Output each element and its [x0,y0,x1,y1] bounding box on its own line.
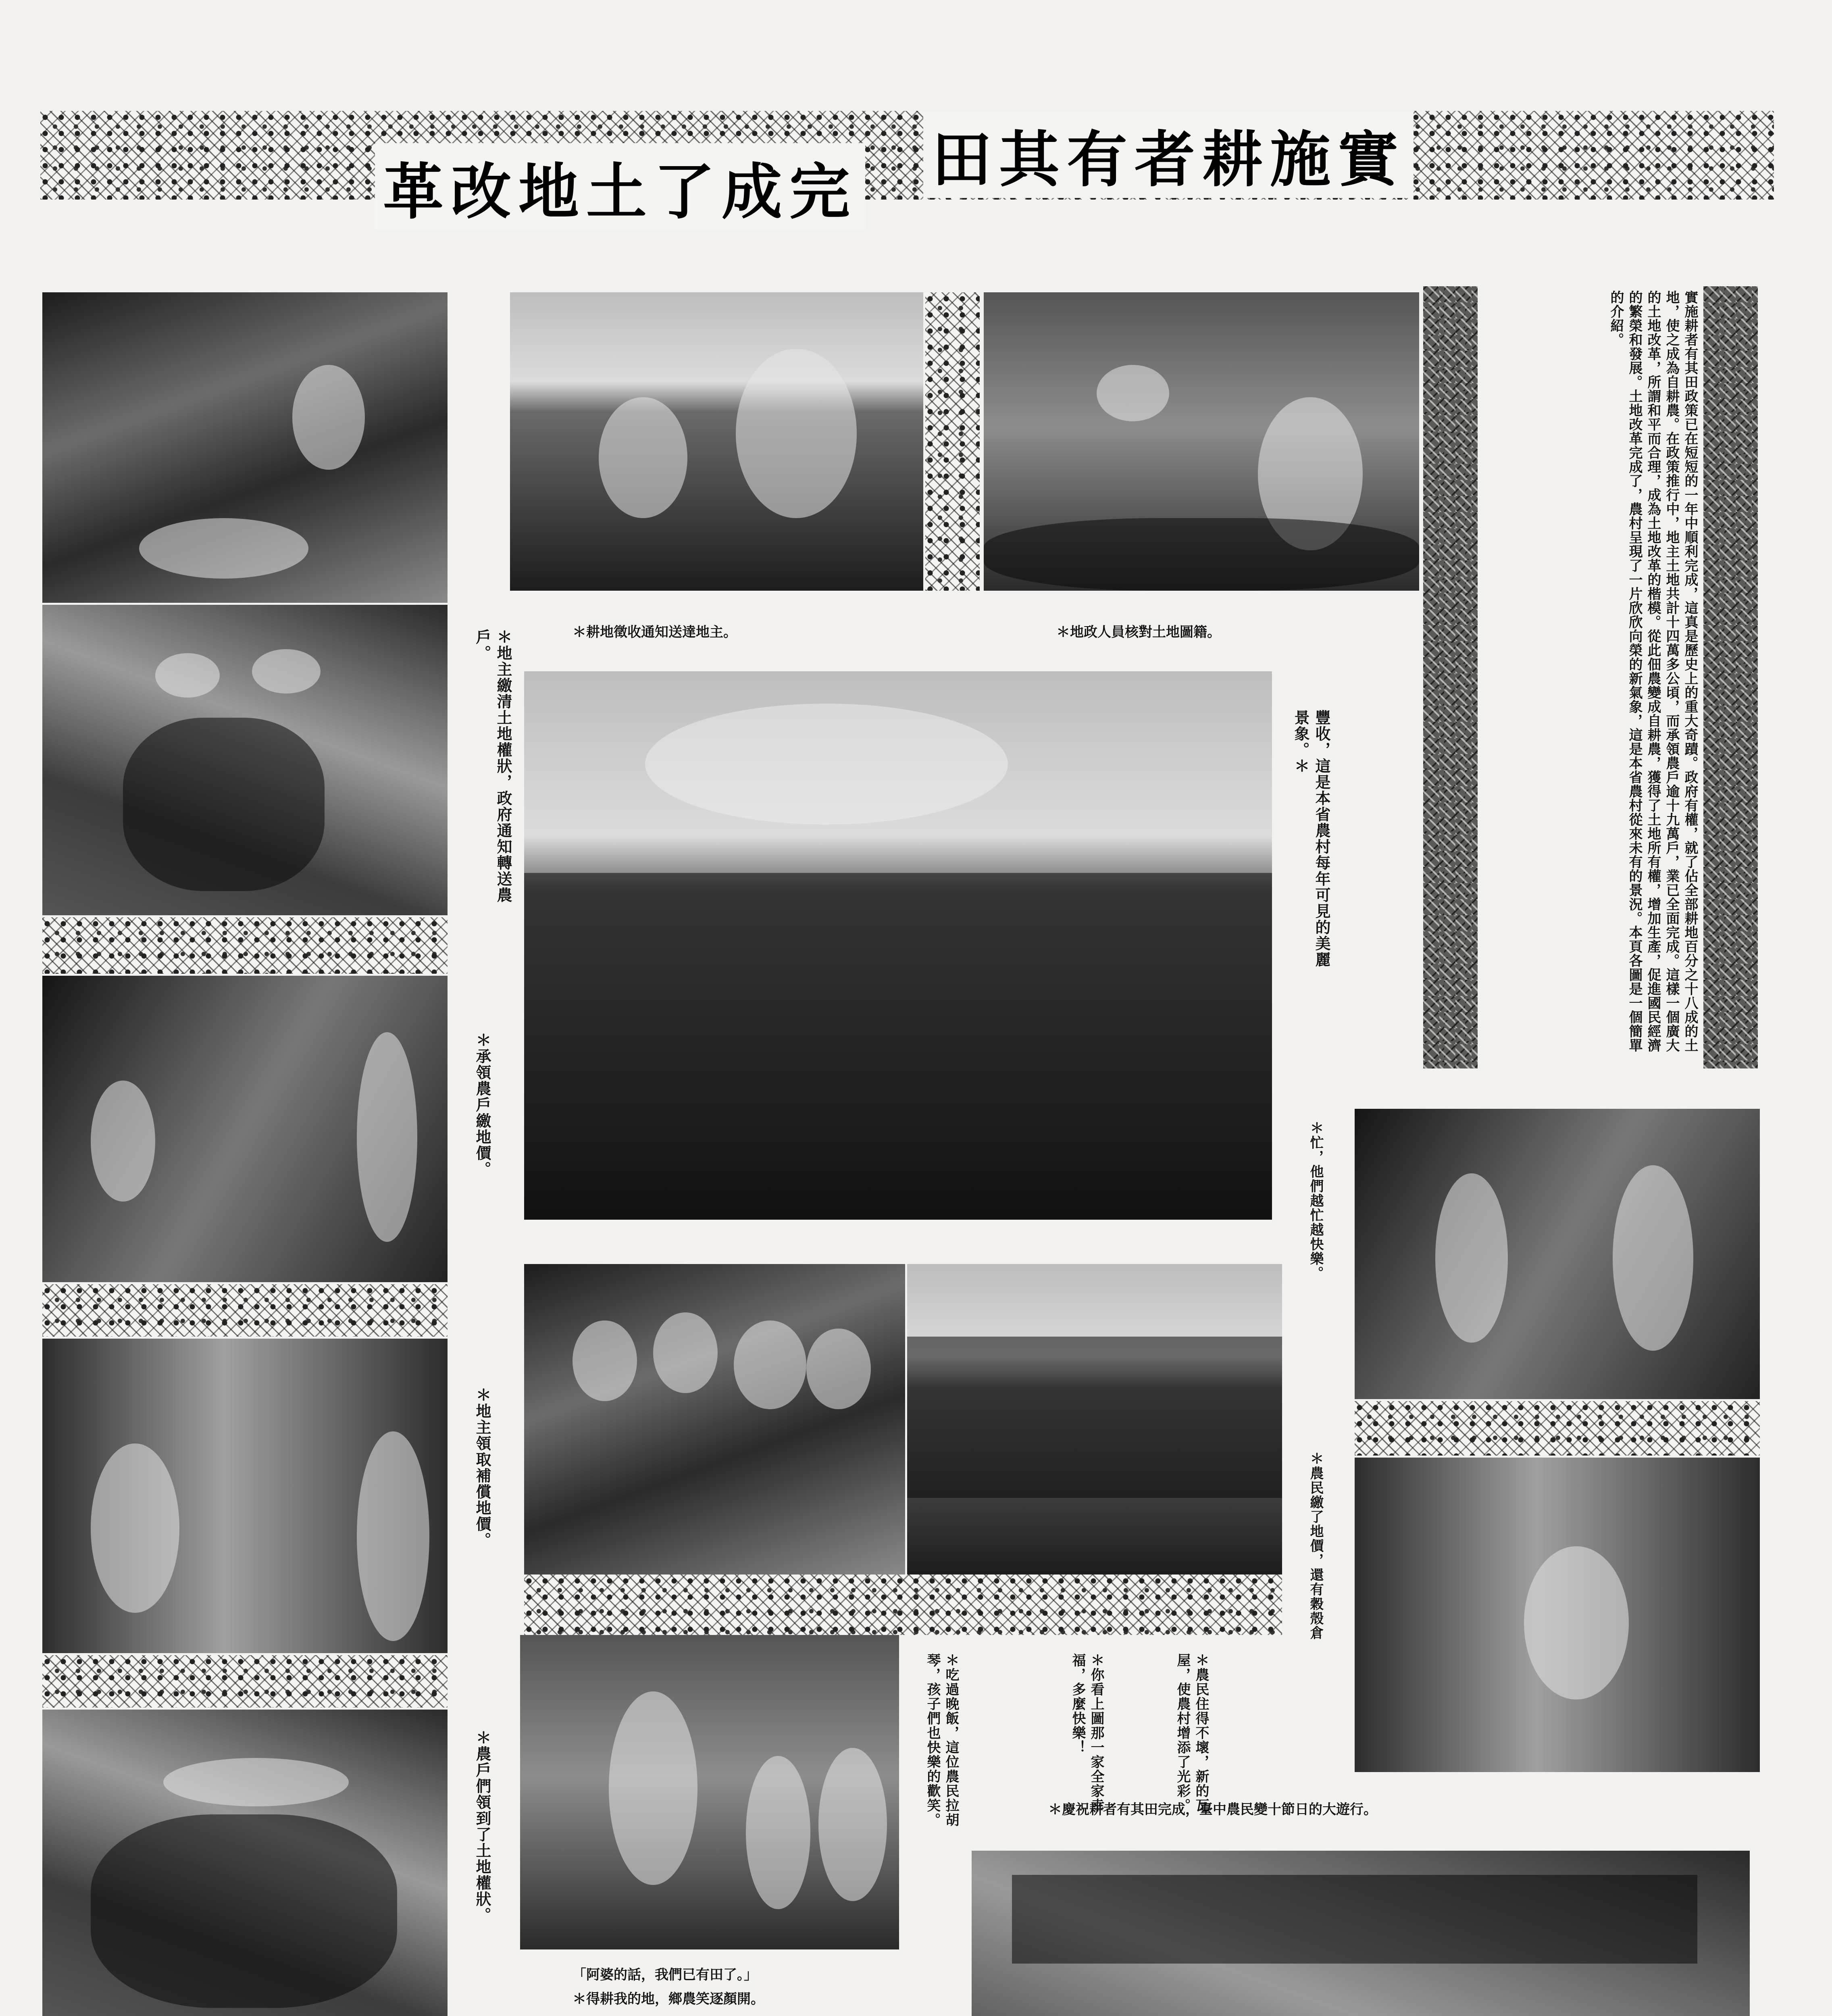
caption-busy-farmers: ＊忙，他們越忙越快樂。 [1307,1121,1324,1281]
caption-rice-harvest: 豐收，這是本省農村每年可見的美麗景象。＊ [1292,710,1331,968]
photo-landlord-compensation [42,1339,448,1653]
caption-new-tile-roofs: ＊農民住得不壞，新的瓦屋，使農村增添了光彩。 [1174,1653,1209,1813]
photo-busy-farmers [1355,1109,1760,1399]
caption-grain-storage: ＊農民繳了地價，還有穀殼倉 [1307,1452,1324,1640]
ornament-strip-left-3 [42,1655,448,1708]
photo-farmers-with-hats [42,605,448,915]
photo-survey-in-field [984,292,1419,591]
photo-rice-harvest [524,671,1272,1220]
caption-land-records-check: ＊地政人員核對土地圖籍。 [1056,624,1221,640]
ornament-strip-left-1 [42,917,448,974]
photo-huqin-player [520,1635,899,1949]
photo-land-office-desk [42,292,448,603]
headline-line-2: 革改地土了成完 [375,143,865,230]
title-ornament-band [40,111,1774,200]
ornament-strip-top-mid [925,292,980,591]
caption-happy-family: ＊你看上圖那一家全家幸福，多麼快樂！ [1070,1653,1104,1813]
caption-expropriation-notice: ＊耕地徵收通知送達地主。 [572,624,737,640]
caption-celebration-parade: ＊慶祝耕者有其田完成，臺中農民變十節日的大遊行。 [1048,1801,1377,1818]
photo-family-group [524,1264,905,1574]
caption-paying-land-price: ＊承領農戶繳地價。 [473,1032,491,1177]
photo-new-tile-houses [907,1264,1282,1574]
caption-landlord-compensation: ＊地主領取補償地價。 [473,1387,491,1548]
caption-farmers-smile: ＊得耕我的地，鄉農笑逐顏開。 [572,1991,764,2007]
photo-parade-celebration [972,1851,1750,2016]
article-body: 實施耕者有其田政策已在短短的一年中順利完成，這真是歷史上的重大奇蹟。政府有權，就了佔全部耕地百分之十八成的土地，使之成為自耕農。在政策推行中，地主土地共計十四萬多公頃，而承領農戶逾十九萬戶，業已全面完成。這樣一個廣大的土地改革，所謂和平而合理，成為土地改革的楷模。從此佃農變成自耕農，獲得了土地所有權，增加生產，促進國民經濟的繁榮和發展。土地改革完成了，農村呈現了一片欣欣向榮的新氣象，這是本省農村從來未有的景況。本頁各圖是一個簡單的介紹。 [1608,290,1698,1052]
ornament-strip-left-2 [42,1284,448,1337]
article-border-right [1703,286,1758,1068]
article-border-left [1423,286,1478,1068]
ornament-strip-right-1 [1355,1401,1760,1456]
photo-grain-storage [1355,1458,1760,1772]
photo-officials-at-table [510,292,923,591]
caption-landlord-deeds: ＊地主繳清土地權狀，政府通知轉送農戶。 [473,629,512,903]
caption-grandma-quote: 「阿婆的話，我們已有田了。」 [572,1967,758,1983]
photo-farmers-receive-deeds [42,1710,448,2016]
photo-paying-land-price [42,976,448,1282]
ornament-strip-center [524,1574,1282,1635]
caption-huqin-evening: ＊吃過晚飯，這位農民拉胡琴，孩子們也快樂的歡笑。 [924,1653,959,1827]
headline-line-1: 田其有者耕施實 [923,111,1414,198]
caption-farmers-receive-deeds: ＊農戶們領到了土地權狀。 [473,1730,491,1923]
